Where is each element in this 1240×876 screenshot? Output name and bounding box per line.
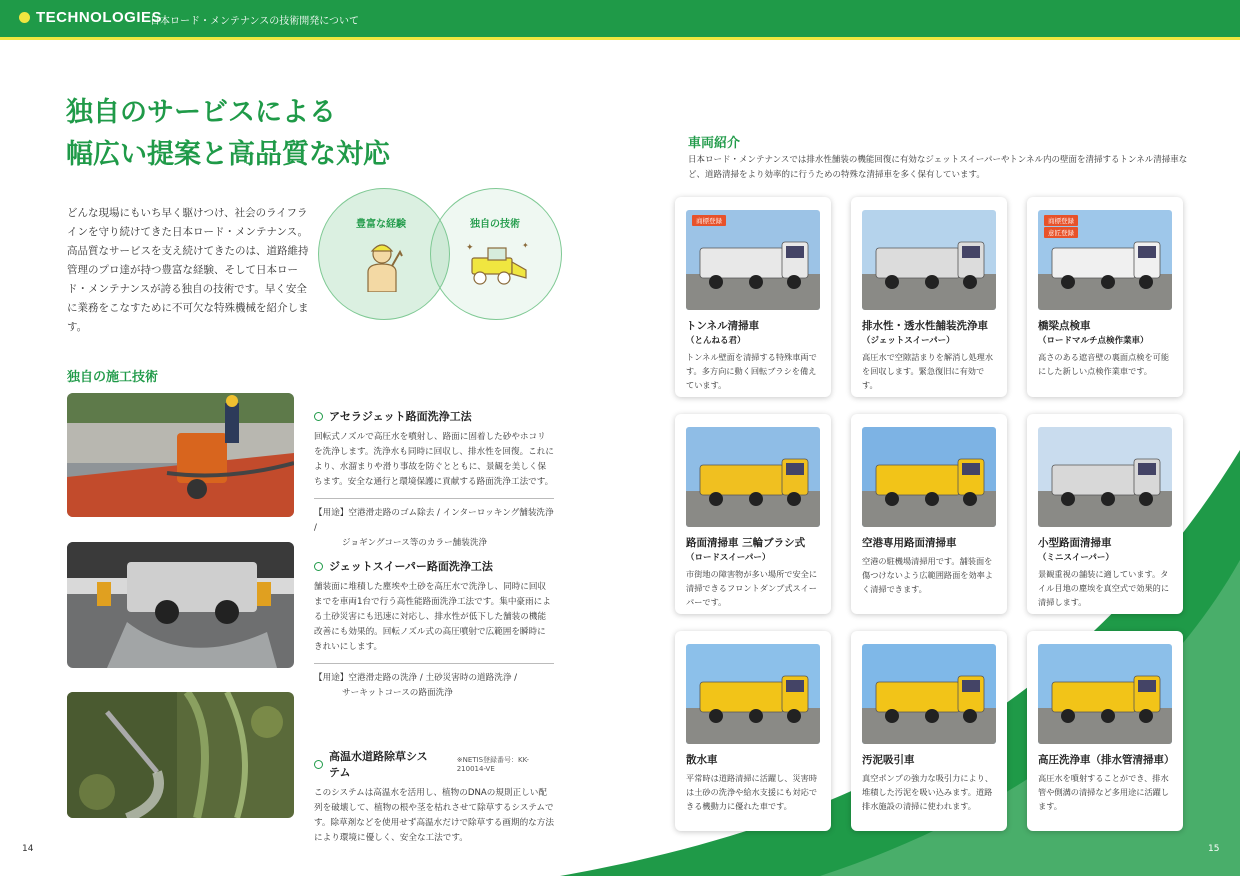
header-subtitle: 日本ロード・メンテナンスの技術開発について (150, 16, 359, 27)
tech-usage (314, 663, 554, 701)
vehicle-photo (686, 427, 820, 527)
vehicle-desc: 景観重視の舗装に適しています。タイル目地の塵埃を真空式で効果的に清掃します。 (1038, 569, 1170, 607)
tech-usage-line-1: 【用途】空港滑走路の洗浄 / 土砂災害時の道路洗浄 / (314, 673, 518, 683)
tech-photo-jetsweeper (67, 542, 294, 668)
sweeper-icon (464, 240, 534, 286)
vehicle-name: 排水性・透水性舗装洗浄車 (862, 320, 988, 332)
bullet-ring-icon (314, 412, 323, 421)
vehicle-card (675, 414, 831, 614)
header-dot-icon (19, 12, 30, 23)
vehicle-desc: 平常時は道路清掃に活躍し、災害時は土砂の洗浄や給水支援にも対応できる機動力に優れた車です。 (686, 773, 818, 811)
vehicle-subname: （ミニスイーパー） (1038, 553, 1114, 563)
vehicle-desc: トンネル壁面を清掃する特殊車両です。多方向に動く回転ブラシを備えています。 (686, 352, 817, 390)
registration-badge: 意匠登録 (1044, 227, 1078, 238)
vehicle-name: 散水車 (686, 754, 718, 766)
venn-label-experience: 豊富な経験 (356, 219, 406, 230)
tech-photo-weeding (67, 692, 294, 818)
vehicle-desc: 真空ポンプの強力な吸引力により、堆積した汚泥を吸い込みます。道路排水施設の清掃に使われます。 (862, 773, 994, 811)
vehicle-name: 路面清掃車 三輪ブラシ式 (686, 537, 806, 549)
vehicle-desc: 高さのある遮音壁の裏面点検を可能にした新しい点検作業車です。 (1038, 352, 1170, 376)
tech-name: アセラジェット路面洗浄工法 (329, 410, 472, 423)
tech-desc: このシステムは高温水を活用し、植物のDNAの規則正しい配列を破壊して、植物の根や茎を枯れさせて除草するシステムです。除草剤などを使用せず高温水だけで除草する画期的な方法により環境に優しく、安全な工法です。 (314, 788, 554, 843)
vehicle-name: 空港専用路面清掃車 (862, 537, 957, 549)
vehicle-name: 橋梁点検車 (1038, 320, 1091, 332)
vehicles-section-title: 車両紹介 (688, 136, 741, 151)
vehicle-subname: （とんねる君） (686, 336, 746, 346)
vehicle-desc: 空港の駐機場清掃用です。舗装面を傷つけないよう広範囲路面を効率よく清掃できます。 (862, 556, 994, 594)
vehicle-photo (1038, 210, 1172, 310)
vehicle-name: 汚泥吸引車 (862, 754, 915, 766)
tech-item-acerajet (314, 408, 554, 551)
page-number-left: 14 (22, 844, 34, 854)
vehicle-desc: 高圧水で空隙詰まりを解消し処理水を回収します。緊急復旧に有効です。 (862, 352, 994, 390)
vehicle-name: 小型路面清掃車 (1038, 537, 1112, 549)
netis-number: ※NETIS登録番号：KK-210014-VE (456, 756, 529, 773)
vehicle-card (675, 631, 831, 831)
vehicle-subname: （ジェットスイーパー） (862, 336, 955, 346)
header-bar (0, 0, 1240, 37)
tech-item-jetsweeper (314, 558, 554, 701)
tech-desc: 舗装面に堆積した塵埃や土砂を高圧水で洗浄し、同時に回収までを車両1台で行う高性能路面洗浄工法です。集中豪雨による土砂災害にも迅速に対応し、排水性が低下した舗装の機能改善にも効果的。回転ノズル式の高圧噴射で広範囲を瞬時にきれいにします。 (314, 582, 551, 652)
venn-label-technology: 独自の技術 (470, 219, 520, 230)
tech-usage-line-1: 【用途】空港滑走路のゴム除去 / インターロッキング舗装洗浄 / (314, 508, 554, 533)
vehicle-photo (686, 644, 820, 744)
tech-item-weeding (314, 748, 554, 846)
registration-badge: 商標登録 (692, 215, 726, 226)
bullet-ring-icon (314, 562, 323, 571)
vehicle-card (675, 197, 831, 397)
vehicle-desc: 高圧水を噴射することができ、排水管や側溝の清掃など多用途に活躍します。 (1038, 773, 1170, 811)
tech-section-title: 独自の施工技術 (67, 370, 159, 385)
title-line-1: 独自のサービスによる (66, 97, 336, 128)
tech-photo-acerajet (67, 393, 294, 517)
registration-badge: 商標登録 (1044, 215, 1078, 226)
tech-usage-line-2: サーキットコースの路面洗浄 (342, 688, 453, 698)
vehicle-photo (686, 210, 820, 310)
worker-icon (358, 236, 406, 292)
venn-diagram (318, 188, 566, 320)
vehicle-desc: 市街地の障害物が多い場所で安全に清掃できるフロントダンプ式スイーパーです。 (686, 569, 818, 607)
vehicle-card (1027, 197, 1183, 397)
title-line-2: 幅広い提案と高品質な対応 (66, 139, 390, 170)
vehicle-card (851, 631, 1007, 831)
header-title: TECHNOLOGIES (36, 9, 163, 26)
intro-text: どんな現場にもいち早く駆けつけ、社会のライフラインを守り続けてきた日本ロード・メンテナンス。高品質なサービスを支え続けてきたのは、道路維持管理のプロ達が持つ豊富な経験、そして日本ロード・メンテナンスが誇る独自の技術です。早く安全に業務をこなすために不可欠な特殊機械を紹介します。 (67, 207, 309, 333)
vehicle-card (851, 414, 1007, 614)
page-number-right: 15 (1208, 844, 1220, 854)
bullet-ring-icon (314, 760, 323, 769)
vehicle-photo (1038, 427, 1172, 527)
tech-desc: 回転式ノズルで高圧水を噴射し、路面に固着した砂やホコリを洗浄します。洗浄水も同時に回収し、排水性を回復。これにより、水溜まりや滑り事故を防ぐとともに、景観を美しく保ちます。安全な通行と環境保護に貢献する路面洗浄工法です。 (314, 432, 554, 487)
vehicle-name: トンネル清掃車 (686, 320, 760, 332)
vehicle-photo (1038, 644, 1172, 744)
vehicles-intro: 日本ロード・メンテナンスでは排水性舗装の機能回復に有効なジェットスイーパーやトンネル内の壁面を清掃するトンネル清掃車など、道路清掃をより効率的に行うための特殊な清掃車を多く保有しています。 (688, 155, 1188, 180)
svg-text:✦: ✦ (466, 243, 474, 253)
vehicle-subname: （ロードスイーパー） (686, 553, 771, 563)
vehicle-card (851, 197, 1007, 397)
page-title (66, 92, 390, 176)
tech-usage-line-2: ジョギングコース等のカラー舗装洗浄 (342, 538, 488, 548)
tech-name: ジェットスイーパー路面洗浄工法 (329, 560, 493, 573)
vehicle-card (1027, 631, 1183, 831)
vehicle-card (1027, 414, 1183, 614)
vehicle-name: 高圧洗浄車（排水管清掃車） (1038, 754, 1175, 766)
svg-text:✦: ✦ (522, 241, 529, 250)
vehicle-subname: （ロードマルチ点検作業車） (1038, 336, 1149, 346)
vehicle-photo (862, 644, 996, 744)
vehicle-photo (862, 427, 996, 527)
header-accent-line (0, 37, 1240, 40)
tech-usage (314, 498, 554, 551)
tech-name: 高温水道路除草システム (329, 750, 428, 779)
vehicle-photo (862, 210, 996, 310)
